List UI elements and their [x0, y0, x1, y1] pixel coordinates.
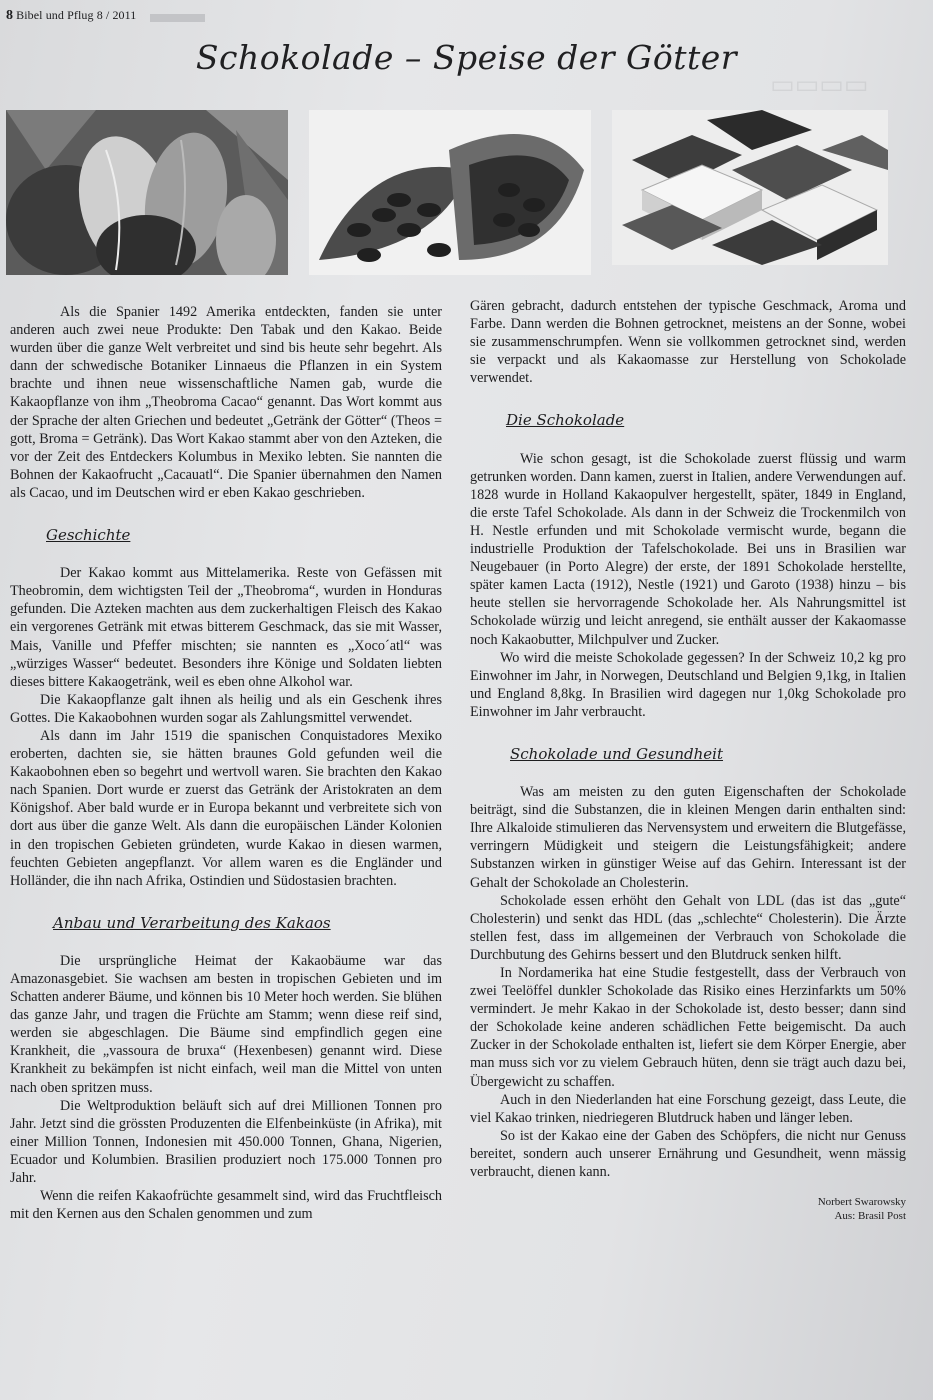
cacao-beans-photo: [309, 110, 591, 275]
section-heading-geschichte: Geschichte: [46, 526, 131, 545]
page-number: 8: [6, 8, 14, 23]
running-header: [6, 8, 136, 24]
chocolate-paragraph-2: Wo wird die meiste Schokolade gegessen? In der Schweiz 10,2 kg pro Einwohner im Jahr, in Norwegen, Deutschland und Belgien 9,1kg, in Italien und England 8,8kg. In Brasilien wird dagegen nur 1,0kg Schokolade pro Einwohner im Jahr verbraucht.: [470, 649, 906, 720]
health-paragraph-3: In Nordamerika hat eine Studie festgestellt, dass der Verbrauch von zwei Teelöffel dunkler Schokolade das Risiko eines Herzinfarkts um 50% vermindert. Je mehr Kakao in der Schokolade ist, desto besser; dann sind der Schokolade keine anderen schädlichen Fette beigemischt. Da auch Zucker in der Schokolade enthalten ist, liefert sie dem Körper Energie, aber man muss sich vor zu vielem Gebrauch hüten, denn sie trägt auch dazu bei, Übergewicht zu schaffen.: [470, 965, 906, 1090]
source-line: Aus: Brasil Post: [834, 1210, 906, 1223]
section-heading-anbau: Anbau und Verarbeitung des Kakaos: [53, 913, 331, 932]
health-paragraph-4: Auch in den Niederlanden hat eine Forschung gezeigt, dass Leute, die viel Kakao trinken, niedriegeren Blutdruck haben und länger leben.: [470, 1091, 906, 1126]
chocolate-paragraph-1: Wie schon gesagt, ist die Schokolade zuerst flüssig und warm getrunken worden. Dann kamen, zuerst in Italien, andere Verwendungen auf. 1828 wurde in Holland Kakaopulver hergestellt, später, 1849 in England, die erste Tafel Schokolade. Als dann in der Schweiz die Trockenmilch von H. Nestle erfunden und mit Schokolade vermischt wurde, begann die industrielle Produktion der Tafelschokolade. Bei uns in Brasilien war Neugebauer (in Porto Alegre) der erste, der 1891 Schokolade herstellte, später kamen Lacta (1912), Nestle (1921) und Garoto (1938) hinzu – bis heute stellen sie hervorragende Schokolade her. Als Nahrungsmittel ist Schokolade würzig und leicht anregend, sie enthält ausser der Kakaomasse noch Kakaobutter, Milchpulver und Zucker.: [470, 450, 906, 648]
author-name: Norbert Swarowsky: [817, 1196, 906, 1209]
history-paragraph-3: Als dann im Jahr 1519 die spanischen Conquistadores Mexiko eroberten, dachten sie, sie hätten braunes Gold gefunden weil die Kakaobohnen eben so begehrt und wertvoll waren. Sie brachten den Kakao nach Spanien. Dort wurde er zuerst das Getränk der Aristokraten an dem Königshof. Aber bald wurde er in Europa bekannt und verbreitete sich von dort aus über die ganze Welt. Als dann die europäischen Länder Kolonien in den tropischen Gebieten gründeten, wurde Kakao in diesen warmen, feuchten Gebieten angepflanzt. Vor allem waren es die Engländer und Holländer, die ihn nach Afrika, Ostindien und Südostasien brachten.: [10, 727, 442, 889]
cultivation-paragraph-2: Die Weltproduktion beläuft sich auf drei Millionen Tonnen pro Jahr. Jetzt sind die grössten Produzenten die Elfenbeinküste (in Afrika), mit einer Million Tonnen, Indonesien mit 450.000 Tonnen, Ghana, Nigerien, Ecuador und Kolumbien. Brasilien produziert noch 175.000 Tonnen pro Jahr.: [10, 1097, 442, 1187]
running-title: Bibel und Pflug 8 / 2011: [16, 8, 137, 22]
history-paragraph-1: Der Kakao kommt aus Mittelamerika. Reste von Gefässen mit Theobromin, dem wichtigsten Teil der „Theobroma“, wurden in Honduras gefunden. Die Azteken machten aus dem zuckerhaltigen Fleisch des Kakao ein vergorenes Getränk mit etwas bitterem Geschmack, das sie mit Wasser, Mais, Vanille und Pfeffer mischten; sie nannten es „Xoco´atl“ was „würziges Wasser“ bedeutet. Besonders ihre Könige und Soldaten liebten dieses bittere Kakaogetränk, weil es eben ohne Alkohol war.: [10, 565, 442, 690]
health-paragraph-2: Schokolade essen erhöht den Gehalt von LDL (das ist das „gute“ Cholesterin) und senkt das HDL (das „schlechte“ Cholesterin). Die Ärzte stellen fest, dass im allgemeinen der Verbrauch von Schokolade die Durchbutung des Gehirns bessert und den Blutdruck senken hilft.: [470, 892, 906, 963]
chocolate-pieces-photo: [612, 110, 888, 265]
article-credit: [470, 1195, 906, 1223]
show-through-text: ▭▭▭▭: [770, 70, 869, 100]
left-column: [10, 303, 442, 1223]
health-paragraph-1: Was am meisten zu den guten Eigenschaften der Schokolade beiträgt, sind die Substanzen, die in kleinen Mengen darin enthalten sind: Ihre Alkaloide stimulieren das Nervensystem und erweitern die Blutgefässe, verringern Müdigkeit und steigern die Leistungsfähigkeit; andere Substanzen wirken in günstiger Weise auf das Gehirn. Interessant ist der Gehalt der Schokolade an Cholesterin.: [470, 784, 906, 891]
health-paragraph-5: So ist der Kakao eine der Gaben des Schöpfers, die nicht nur Genuss bereitet, sondern auch unserer Ernährung und Gesundheit, wenn mässig verbraucht, dienen kann.: [470, 1127, 906, 1181]
history-paragraph-2: Die Kakaopflanze galt ihnen als heilig und als ein Geschenk ihres Gottes. Die Kakaobohnen wurden sogar als Zahlungsmittel verwendet.: [10, 691, 442, 726]
cultivation-paragraph-3: Wenn die reifen Kakaofrüchte gesammelt sind, wird das Fruchtfleisch mit den Kernen aus den Schalen genommen und zum: [10, 1188, 442, 1223]
cacao-pods-photo: [6, 110, 288, 275]
right-column: [470, 297, 906, 1223]
section-heading-schokolade: Die Schokolade: [506, 411, 625, 430]
cultivation-paragraph-1: Die ursprüngliche Heimat der Kakaobäume war das Amazonasgebiet. Sie wachsen am besten in tropischen Gebieten und im Schatten anderer Bäume, und können bis 10 Meter hoch werden. Sie blühen das ganze Jahr, und tragen die Früchte am Stamm; wenn diese reif sind, werden sie abgeschlagen. Die Bäume sind empfindlich gegen eine Krankheit, die „vassoura de bruxa“ (Hexenbesen) genannt wird. Diese Krankheit zu bekämpfen ist nicht einfach, weil man die Mittel von unten nach oben spritzen muss.: [10, 952, 442, 1096]
header-decoration: [150, 14, 205, 22]
section-heading-gesundheit: Schokolade und Gesundheit: [510, 744, 724, 763]
processing-continuation: Gären gebracht, dadurch entstehen der typische Geschmack, Aroma und Farbe. Dann werden die Bohnen getrocknet, meistens an der Sonne, wobei sie zusammenschrumpfen. Wenn sie vollkommen getrocknet sind, werden sie verpackt und als Kakaomasse zur Herstellung von Schokolade verwendet.: [470, 298, 906, 387]
intro-paragraph: Als die Spanier 1492 Amerika entdeckten, fanden sie unter anderen auch zwei neue Produkte: Den Tabak und den Kakao. Beide wurden über die ganze Welt verbreitet und sind bis heute sehr begehrt. Als dann der schwedische Botaniker Linnaeus die Pflanzen in ein System brachte und ihnen neue wissenschaftliche Namen gab, wurde die Kakaopflanze von ihm „Theobroma Cacao“ genannt. Das Wort kommt aus der Sprache der alten Griechen und bedeutet „Getränk der Götter“ (Theos = gott, Broma = Getränk). Das Wort Kakao stammt aber von den Azteken, die vor der Zeit des Entdeckers Kolumbus in Mexiko lebten. Sie nannten die Bohnen der Kakaofrucht „Cacauatl“. Die Spanier übernahmen den Namen als Cacao, und im Deutschen wird er eben Kakao geschrieben.: [10, 304, 442, 501]
article-title: Schokolade – Speise der Götter: [195, 38, 738, 77]
